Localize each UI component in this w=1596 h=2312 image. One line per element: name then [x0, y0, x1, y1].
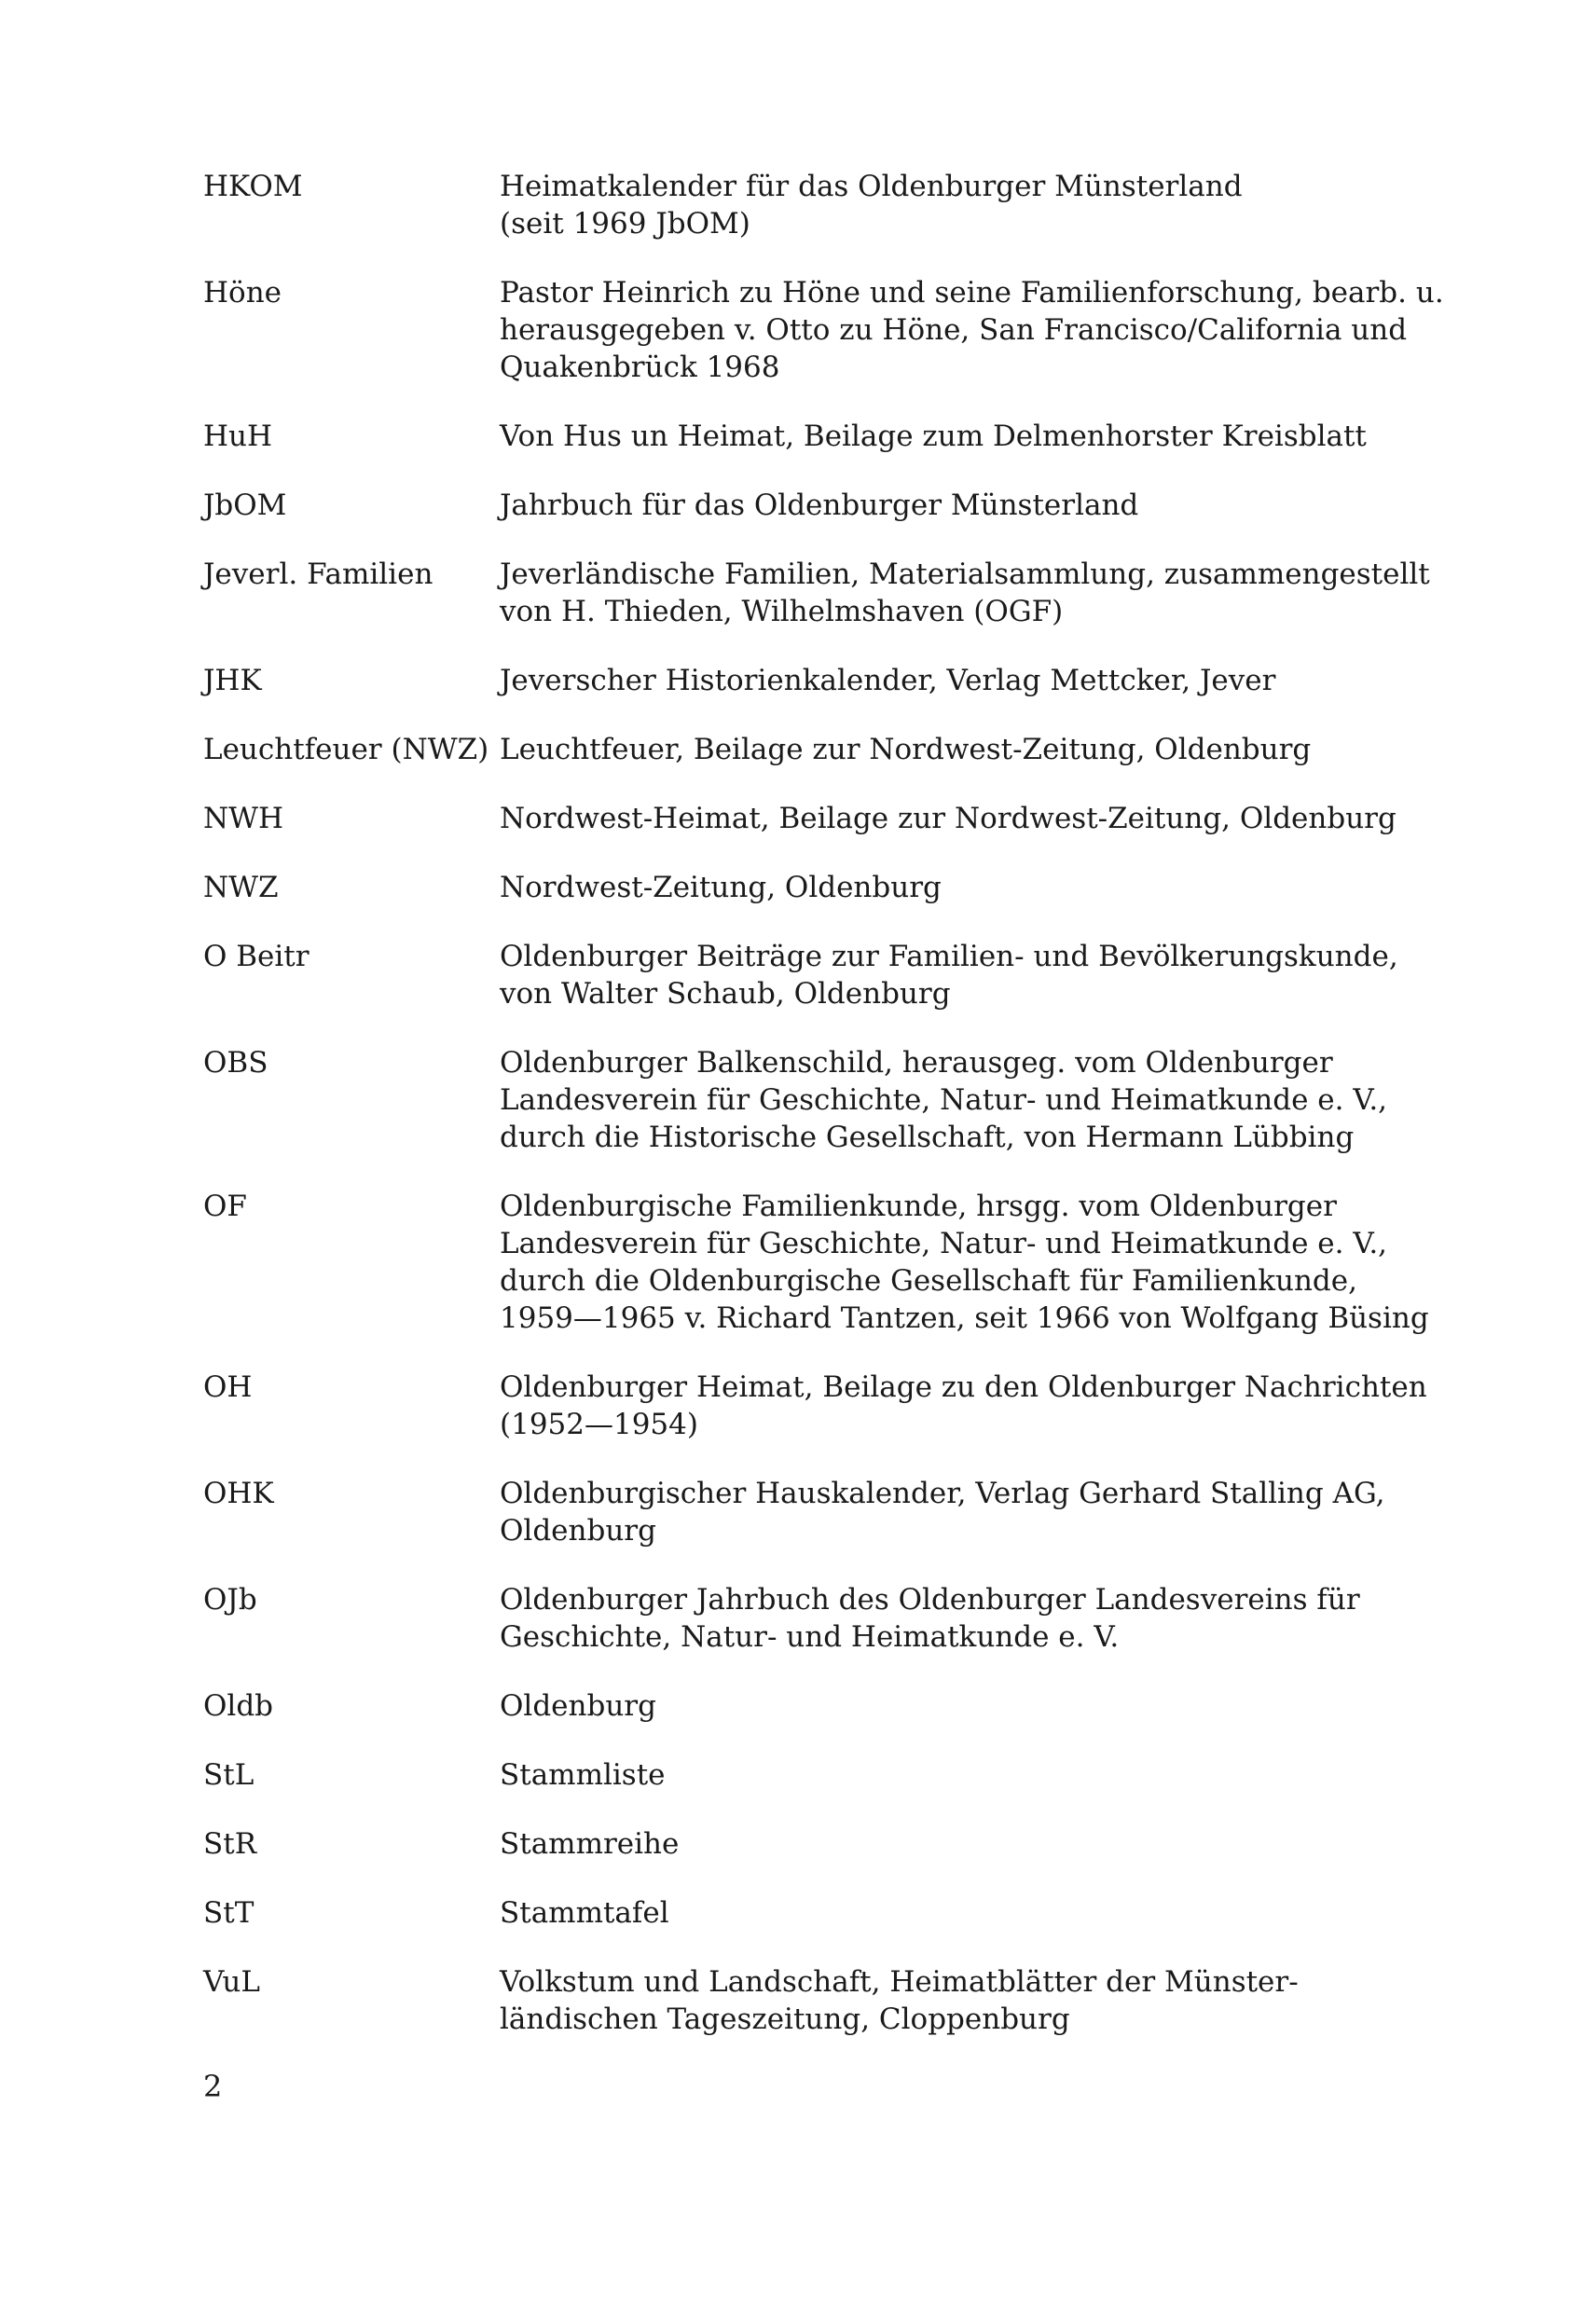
description-line: Landesverein für Geschichte, Natur- und Heimatkunde e. V.,	[500, 1083, 1388, 1117]
abbreviation-description	[500, 1756, 1415, 1794]
description-line: Oldenburg	[500, 1689, 656, 1723]
abbreviation-entry	[203, 418, 1415, 455]
abbreviation-description	[500, 168, 1415, 242]
abbreviation-term: StL	[203, 1758, 255, 1792]
description-line: Stammtafel	[500, 1896, 669, 1930]
description-line: Geschichte, Natur- und Heimatkunde e. V.	[500, 1620, 1120, 1654]
abbreviation-description	[500, 274, 1444, 386]
abbreviation-description	[500, 1963, 1415, 2038]
description-line: herausgegeben v. Otto zu Höne, San Francisco/California und	[500, 313, 1408, 347]
abbreviation-list	[203, 168, 1444, 2070]
description-line: (1952—1954)	[500, 1408, 698, 1441]
description-line: 1959—1965 v. Richard Tantzen, seit 1966 von Wolfgang Büsing	[500, 1301, 1429, 1335]
abbreviation-description	[500, 1475, 1415, 1549]
abbreviation-description	[500, 1687, 1415, 1725]
abbreviation-description	[500, 731, 1415, 768]
description-line: Oldenburger Balkenschild, herausgeg. vom Oldenburger	[500, 1046, 1333, 1080]
abbreviation-term: OF	[203, 1190, 247, 1223]
abbreviation-entry	[203, 1894, 1415, 1932]
abbreviation-description	[500, 1188, 1429, 1337]
abbreviation-term: O Beitr	[203, 940, 310, 973]
description-line: Oldenburg	[500, 1514, 656, 1548]
abbreviation-entry	[203, 168, 1415, 242]
abbreviation-description	[500, 800, 1415, 837]
abbreviation-entry	[203, 1963, 1415, 2038]
abbreviation-entry	[203, 556, 1430, 630]
description-line: Stammreihe	[500, 1827, 680, 1861]
abbreviation-description	[500, 1894, 1415, 1932]
abbreviation-description	[500, 418, 1415, 455]
description-line: Heimatkalender für das Oldenburger Münsterland	[500, 170, 1243, 203]
abbreviation-term: OHK	[203, 1477, 274, 1510]
abbreviation-description	[500, 938, 1415, 1012]
description-line: Nordwest-Heimat, Beilage zur Nordwest-Zeitung, Oldenburg	[500, 802, 1396, 835]
abbreviation-term: Oldb	[203, 1689, 274, 1723]
abbreviation-entry	[203, 800, 1415, 837]
abbreviation-term: JHK	[203, 664, 262, 697]
description-line: von H. Thieden, Wilhelmshaven (OGF)	[500, 595, 1064, 628]
description-line: Quakenbrück 1968	[500, 351, 780, 384]
abbreviation-term: Jeverl. Familien	[203, 557, 433, 591]
abbreviation-description	[500, 1369, 1427, 1443]
description-line: Oldenburger Heimat, Beilage zu den Oldenburger Nachrichten	[500, 1370, 1427, 1404]
abbreviation-entry	[203, 274, 1444, 386]
abbreviation-term: OJb	[203, 1583, 257, 1617]
abbreviation-term: HKOM	[203, 170, 303, 203]
abbreviation-description	[500, 869, 1415, 906]
abbreviation-description	[500, 1581, 1415, 1656]
abbreviation-entry	[203, 1581, 1415, 1656]
description-line: Jeverländische Familien, Materialsammlung, zusammengestellt	[500, 557, 1430, 591]
abbreviation-entry	[203, 1188, 1429, 1337]
description-line: Oldenburgische Familienkunde, hrsgg. vom Oldenburger	[500, 1190, 1337, 1223]
description-line: Jeverscher Historienkalender, Verlag Mettcker, Jever	[500, 664, 1276, 697]
description-line: Oldenburgischer Hauskalender, Verlag Gerhard Stalling AG,	[500, 1477, 1385, 1510]
abbreviation-entry	[203, 1369, 1427, 1443]
abbreviation-entry	[203, 662, 1415, 699]
description-line: Landesverein für Geschichte, Natur- und Heimatkunde e. V.,	[500, 1227, 1388, 1260]
abbreviation-term: NWH	[203, 802, 284, 835]
description-line: Oldenburger Beiträge zur Familien- und Bevölkerungskunde,	[500, 940, 1398, 973]
abbreviation-entry	[203, 487, 1415, 524]
page-number: 2	[203, 2069, 223, 2104]
abbreviation-term: JbOM	[203, 489, 287, 522]
abbreviation-entry	[203, 1825, 1415, 1863]
description-line: durch die Historische Gesellschaft, von Hermann Lübbing	[500, 1121, 1355, 1154]
description-line: von Walter Schaub, Oldenburg	[500, 977, 951, 1011]
abbreviation-description	[500, 487, 1415, 524]
abbreviation-entry	[203, 1756, 1415, 1794]
abbreviation-entry	[203, 869, 1415, 906]
abbreviation-description	[500, 662, 1415, 699]
abbreviation-term: HuH	[203, 420, 273, 453]
abbreviation-term: Höne	[203, 276, 282, 310]
description-line: ländischen Tageszeitung, Cloppenburg	[500, 2002, 1070, 2036]
description-line: Pastor Heinrich zu Höne und seine Familienforschung, bearb. u.	[500, 276, 1444, 310]
abbreviation-description	[500, 1825, 1415, 1863]
abbreviation-entry	[203, 731, 1415, 768]
abbreviation-description	[500, 1044, 1415, 1156]
abbreviation-term: StR	[203, 1827, 257, 1861]
description-line: Leuchtfeuer, Beilage zur Nordwest-Zeitung, Oldenburg	[500, 733, 1312, 766]
abbreviation-term: StT	[203, 1896, 255, 1930]
abbreviation-term: VuL	[203, 1965, 260, 1999]
abbreviation-term: Leuchtfeuer (NWZ)	[203, 733, 489, 766]
abbreviation-entry	[203, 1475, 1415, 1549]
abbreviation-entry	[203, 1687, 1415, 1725]
abbreviation-term: OH	[203, 1370, 253, 1404]
description-line: Nordwest-Zeitung, Oldenburg	[500, 871, 942, 904]
description-line: durch die Oldenburgische Gesellschaft für Familienkunde,	[500, 1264, 1357, 1298]
abbreviation-term: NWZ	[203, 871, 279, 904]
abbreviation-term: OBS	[203, 1046, 268, 1080]
abbreviation-entry	[203, 1044, 1415, 1156]
description-line: Von Hus un Heimat, Beilage zum Delmenhorster Kreisblatt	[500, 420, 1367, 453]
description-line: Volkstum und Landschaft, Heimatblätter der Münster-	[500, 1965, 1299, 1999]
abbreviation-description	[500, 556, 1430, 630]
description-line: Oldenburger Jahrbuch des Oldenburger Landesvereins für	[500, 1583, 1360, 1617]
description-line: (seit 1969 JbOM)	[500, 207, 750, 241]
abbreviation-entry	[203, 938, 1415, 1012]
description-line: Stammliste	[500, 1758, 666, 1792]
description-line: Jahrbuch für das Oldenburger Münsterland	[500, 489, 1139, 522]
